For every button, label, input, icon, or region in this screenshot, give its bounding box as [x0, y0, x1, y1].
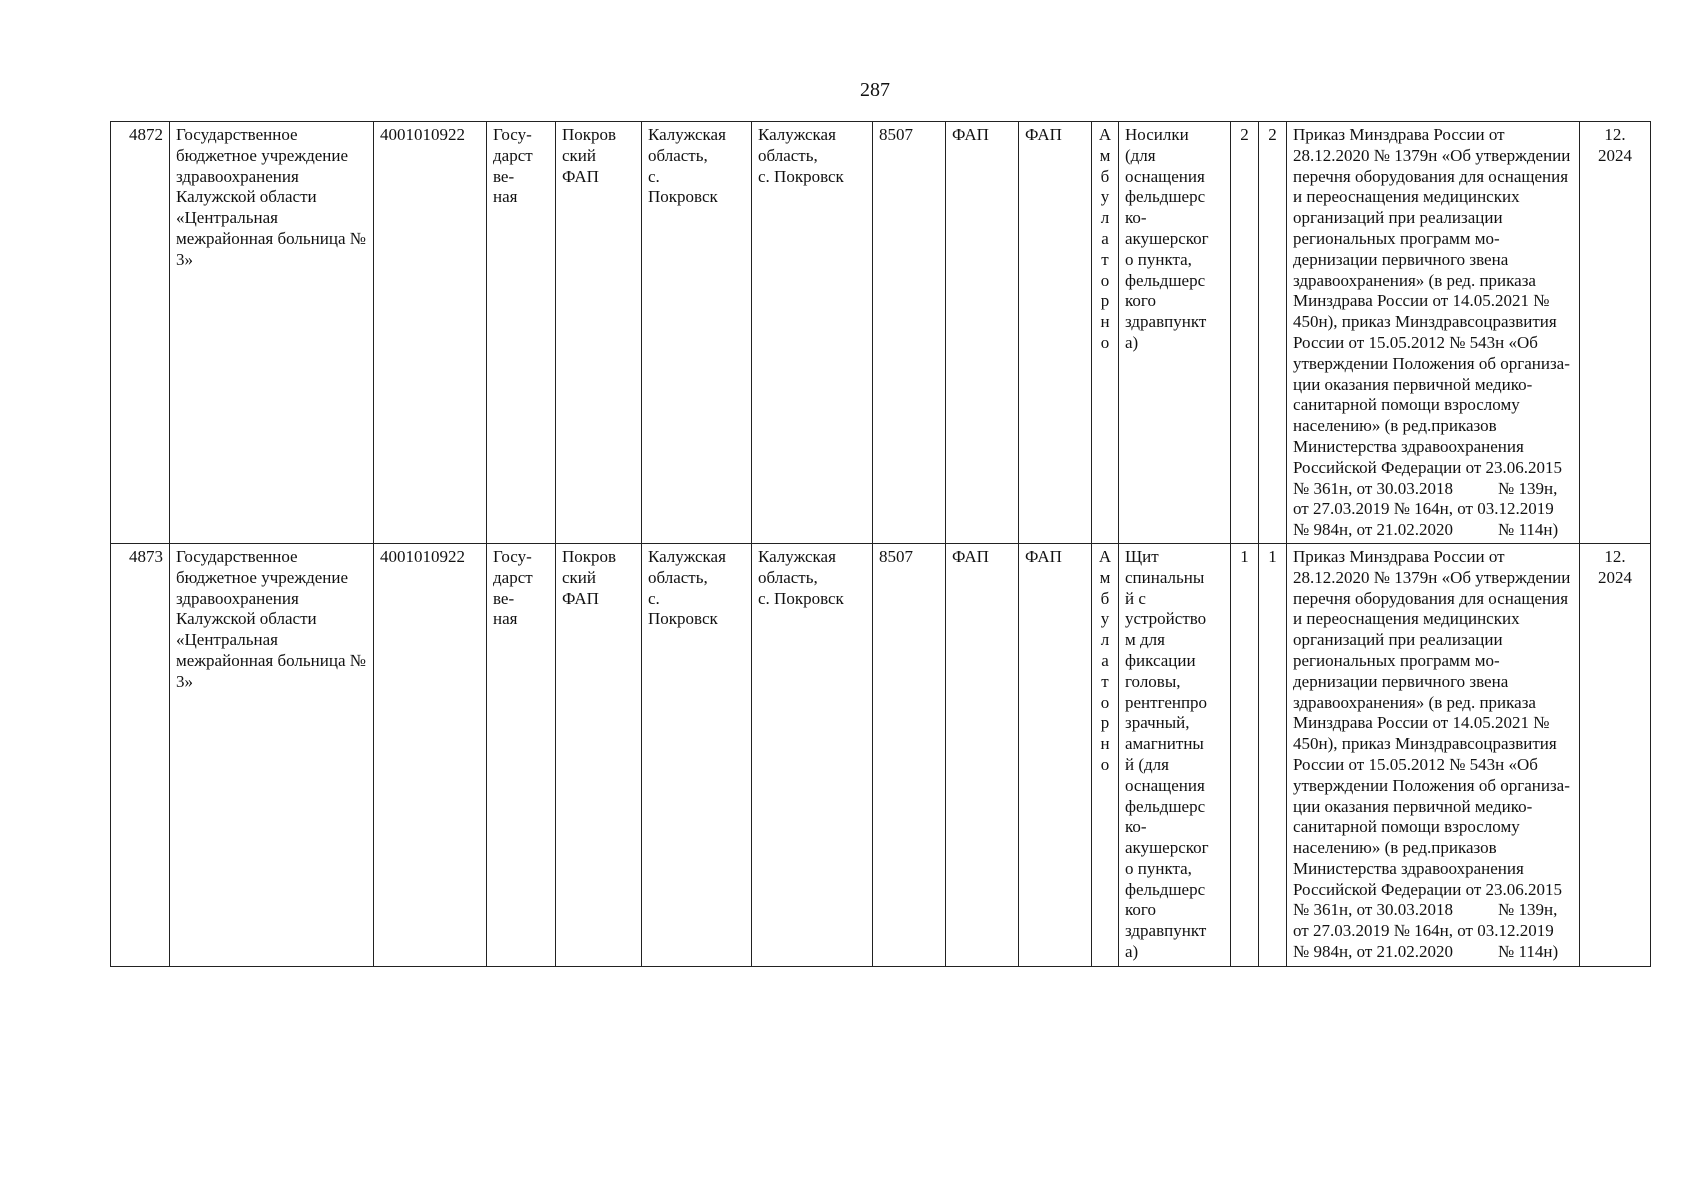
institution-name: Государственное бюджетное учреждение здравоохранения Калужской области «Центральная межрайонная больница № 3»: [170, 543, 374, 966]
care-mode-letter: л: [1100, 630, 1110, 650]
table-row: [111, 122, 1651, 544]
unit-category: ФАП: [1019, 543, 1092, 966]
row-number: 4872: [111, 122, 170, 544]
deadline-date: 12. 2024: [1580, 543, 1651, 966]
unit-address: Калужская область, с. Покровск: [642, 122, 752, 544]
unit-type: ФАП: [946, 122, 1019, 544]
table-row: [111, 543, 1651, 966]
care-mode-letter: н: [1100, 312, 1110, 332]
unit-location: Калужская область, с. Покровск: [752, 122, 873, 544]
legal-basis-text: № 139н, от 27.03.2019 № 164н, от 03.12.2019 № 984н, от 21.02.2020: [1293, 900, 1558, 962]
legal-basis-text: Приказ Минздрава России от 28.12.2020 № 1379н «Об утверждении перечня оборудования для оснащения и переоснащения медицинских организаций при реализации региональных программ мо-дернизации первичного звена здравоохранения» (в ред. приказа Минздрава России от 14.05.2021 № 450н), приказ Минздравсоцразвития России от 15.05.2012 № 543н «Об утверждении Положения об организа-ции оказания первичной медико-санитарной помощи взрослому населению» (в ред.приказов Министерства здравоохранения Российской Федерации от 23.06.2015 № 361н, от 30.03.2018: [1293, 546, 1571, 920]
care-mode-letter: м: [1099, 567, 1111, 587]
care-mode-letter: а: [1101, 228, 1109, 248]
deadline-date: 12. 2024: [1580, 122, 1651, 544]
unit-type: ФАП: [946, 543, 1019, 966]
institution-name: Государственное бюджетное учреждение здравоохранения Калужской области «Центральная межрайонная больница № 3»: [170, 122, 374, 544]
legal-basis: [1287, 543, 1580, 966]
legal-basis-text: № 114н): [1498, 520, 1559, 540]
care-mode-letter: т: [1101, 671, 1109, 691]
care-mode-letter: л: [1100, 208, 1110, 228]
unit-address: Калужская область, с. Покровск: [642, 543, 752, 966]
quantity-required: 1: [1231, 543, 1259, 966]
care-mode-letter: б: [1100, 588, 1110, 608]
unit-code: 8507: [873, 543, 946, 966]
quantity-required: 2: [1231, 122, 1259, 544]
care-mode-letter: о: [1100, 692, 1110, 712]
legal-basis-text: Приказ Минздрава России от 28.12.2020 № 1379н «Об утверждении перечня оборудования для оснащения и переоснащения медицинских организаций при реализации региональных программ мо-дернизации первичного звена здравоохранения» (в ред. приказа Минздрава России от 14.05.2021 № 450н), приказ Минздравсоцразвития России от 15.05.2012 № 543н «Об утверждении Положения об организа-ции оказания первичной медико-санитарной помощи взрослому населению» (в ред.приказов Министерства здравоохранения Российской Федерации от 23.06.2015 № 361н, от 30.03.2018: [1293, 125, 1571, 498]
care-mode-letter: м: [1099, 145, 1111, 165]
legal-basis: [1287, 122, 1580, 544]
inn-value: 4001010922: [374, 122, 487, 544]
inn-value: 4001010922: [374, 543, 487, 966]
care-mode-letter: р: [1100, 291, 1110, 311]
care-mode-letter: у: [1100, 609, 1110, 629]
care-mode-letter: р: [1100, 713, 1110, 733]
unit-code: 8507: [873, 122, 946, 544]
quantity-planned: 1: [1259, 543, 1287, 966]
legal-basis-text: № 139н, от 27.03.2019 № 164н, от 03.12.2019 № 984н, от 21.02.2020: [1293, 478, 1558, 540]
unit-name: Покров ский ФАП: [556, 122, 642, 544]
unit-name: Покров ский ФАП: [556, 543, 642, 966]
legal-basis-text: № 114н): [1498, 942, 1559, 962]
care-mode-letter: о: [1100, 270, 1110, 290]
care-mode-letter: о: [1100, 754, 1110, 774]
care-mode-letter: А: [1098, 125, 1112, 144]
ownership-form: Госу- дарст ве- ная: [487, 122, 556, 544]
care-mode-letter: а: [1101, 650, 1109, 670]
quantity-planned: 2: [1259, 122, 1287, 544]
care-mode-letter: т: [1101, 249, 1109, 269]
equipment-name: Носилки (для оснащения фельдшерс ко- акушерског о пункта, фельдшерс кого здравпункт а): [1119, 122, 1231, 544]
care-mode-letter: А: [1098, 546, 1112, 566]
page-number: 287: [860, 79, 890, 101]
care-mode-vertical: [1092, 543, 1119, 966]
care-mode-letter: б: [1100, 166, 1110, 186]
care-mode-letter: о: [1100, 332, 1110, 352]
unit-location: Калужская область, с. Покровск: [752, 543, 873, 966]
care-mode-vertical: [1092, 122, 1119, 544]
care-mode-letter: у: [1100, 187, 1110, 207]
equipment-name: Щит спинальны й с устройство м для фиксации головы, рентгенпро зрачный, амагнитны й (для оснащения фельдшерс ко- акушерског о пункта, фельдшерс кого здравпункт а): [1119, 543, 1231, 966]
row-number: 4873: [111, 543, 170, 966]
unit-category: ФАП: [1019, 122, 1092, 544]
ownership-form: Госу- дарст ве- ная: [487, 543, 556, 966]
registry-table: [110, 121, 1651, 967]
care-mode-letter: н: [1100, 734, 1110, 754]
